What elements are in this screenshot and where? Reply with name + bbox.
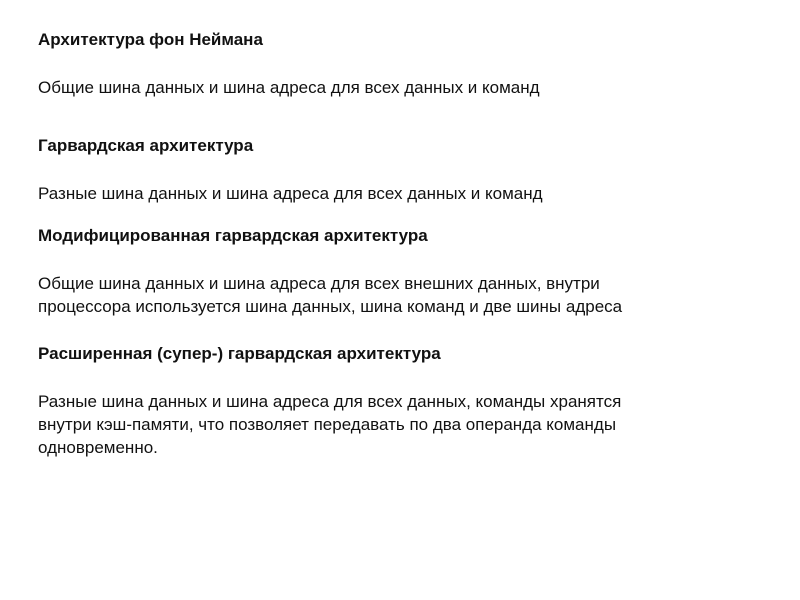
section-heading-super-harvard: Расширенная (супер-) гарвардская архитектура: [38, 344, 441, 363]
section-heading-harvard: Гарвардская архитектура: [38, 136, 254, 155]
body-line: внутри кэш-памяти, что позволяет передавать по два операнда команды: [38, 415, 617, 434]
section-heading-modified-harvard: Модифицированная гарвардская архитектура: [38, 226, 428, 245]
body-line: Общие шина данных и шина адреса для всех внешних данных, внутри: [38, 274, 600, 293]
section-body-von-neumann: Общие шина данных и шина адреса для всех данных и команд: [38, 78, 540, 97]
section-body-modified-harvard: [38, 272, 738, 318]
section-body-harvard: Разные шина данных и шина адреса для всех данных и команд: [38, 184, 543, 203]
section-body-super-harvard: [38, 390, 738, 459]
section-heading-von-neumann: Архитектура фон Неймана: [38, 30, 263, 49]
body-line: Разные шина данных и шина адреса для всех данных, команды хранятся: [38, 392, 622, 411]
body-line: процессора используется шина данных, шина команд и две шины адреса: [38, 297, 623, 316]
body-line: одновременно.: [38, 438, 158, 457]
